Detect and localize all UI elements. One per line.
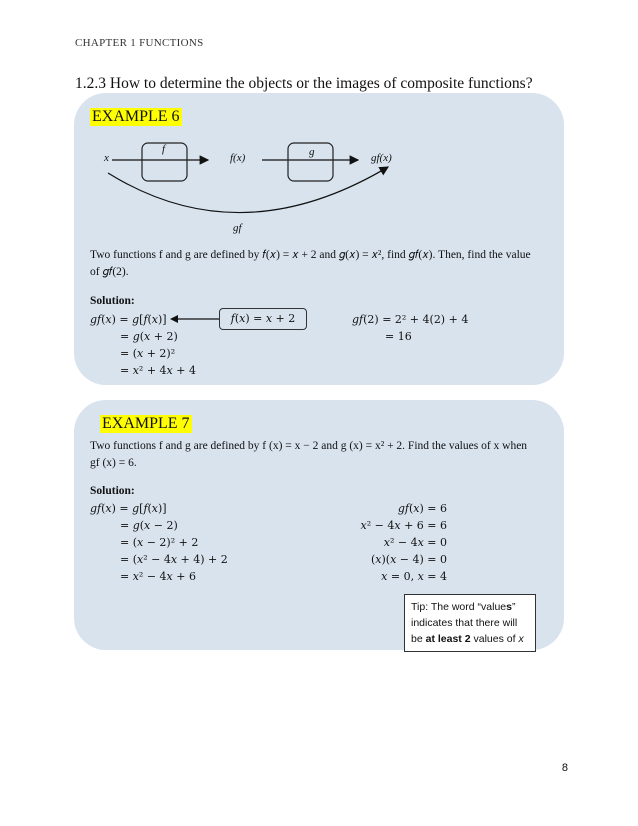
diagram-f-label: f (162, 143, 166, 155)
ex7-step-5: = 𝑥² − 4𝑥 + 6 (120, 570, 196, 583)
ex7-right-step-1: 𝑔𝑓(𝑥) = 6 (397, 502, 447, 515)
tip-line2: indicates that there will (411, 617, 518, 629)
tip-line3-post: values of (470, 633, 519, 645)
tip-line1-post: ” (511, 601, 516, 613)
tip-box (404, 594, 536, 652)
ex6-value-step-2: = 16 (385, 330, 412, 343)
example-6-question-line2: of 𝑔𝑓(2). (90, 266, 129, 278)
tip-line3-pre: be (411, 633, 426, 645)
ex6-step-1: 𝑔𝑓(𝑥) = 𝑔[𝑓(𝑥)] (90, 313, 167, 326)
example-7-question-line2: gf (x) = 6. (90, 457, 137, 469)
ex6-step-2: = 𝑔(𝑥 + 2) (120, 330, 178, 343)
example-7-question-line1: Two functions f and g are defined by f (x) = x − 2 and g (x) = x² + 2. Find the values of x when (90, 440, 528, 452)
ex6-step-3: = (𝑥 + 2)² (120, 347, 176, 360)
diagram-gf-label: gf (233, 222, 242, 234)
ex7-step-2: = 𝑔(𝑥 − 2) (120, 519, 178, 532)
diagram-g-label: g (309, 146, 315, 158)
page-number: 8 (561, 762, 568, 774)
diagram-gfx-label: gf(x) (371, 152, 392, 164)
example-6-question-line1: Two functions f and g are defined by 𝑓(𝑥) = 𝑥 + 2 and 𝑔(𝑥) = 𝑥², find 𝑔𝑓(𝑥). Then, find the value (90, 249, 531, 261)
tip-line3-var: x (518, 633, 524, 645)
tip-line1-pre: Tip: The word “value (411, 601, 507, 613)
ex7-right-step-5: 𝑥 = 0, 𝑥 = 4 (381, 570, 447, 583)
composite-function-diagram (80, 135, 500, 245)
section-title: 1.2.3 How to determine the objects or the images of composite functions? (75, 75, 533, 92)
ex7-right-step-3: 𝑥² − 4𝑥 = 0 (383, 536, 447, 549)
tip-line1-bold: s (506, 601, 512, 613)
example-7-solution-label: Solution: (90, 485, 135, 497)
fx-definition-callout: 𝑓(𝑥) = 𝑥 + 2 (219, 308, 307, 330)
ex7-step-4: = (𝑥² − 4𝑥 + 4) + 2 (120, 553, 228, 566)
tip-line3-bold: at least 2 (425, 633, 471, 645)
example-6-solution-label: Solution: (90, 295, 135, 307)
callout-arrow (170, 312, 222, 328)
gf-curve-arrow (108, 167, 388, 213)
diagram-x: x (104, 152, 109, 164)
ex6-value-step-1: 𝑔𝑓(2) = 2² + 4(2) + 4 (352, 313, 469, 326)
diagram-fx-label: f(x) (230, 152, 246, 164)
ex7-right-step-4: (𝑥)(𝑥 − 4) = 0 (371, 553, 447, 566)
example-7-label: EXAMPLE 7 (102, 415, 190, 432)
ex7-step-1: 𝑔𝑓(𝑥) = 𝑔[𝑓(𝑥)] (90, 502, 167, 515)
ex7-right-step-2: 𝑥² − 4𝑥 + 6 = 6 (360, 519, 447, 532)
example-6-label: EXAMPLE 6 (92, 108, 180, 125)
ex7-step-3: = (𝑥 − 2)² + 2 (120, 536, 199, 549)
chapter-header: CHAPTER 1 FUNCTIONS (75, 37, 204, 49)
ex6-step-4: = 𝑥² + 4𝑥 + 4 (120, 364, 196, 377)
